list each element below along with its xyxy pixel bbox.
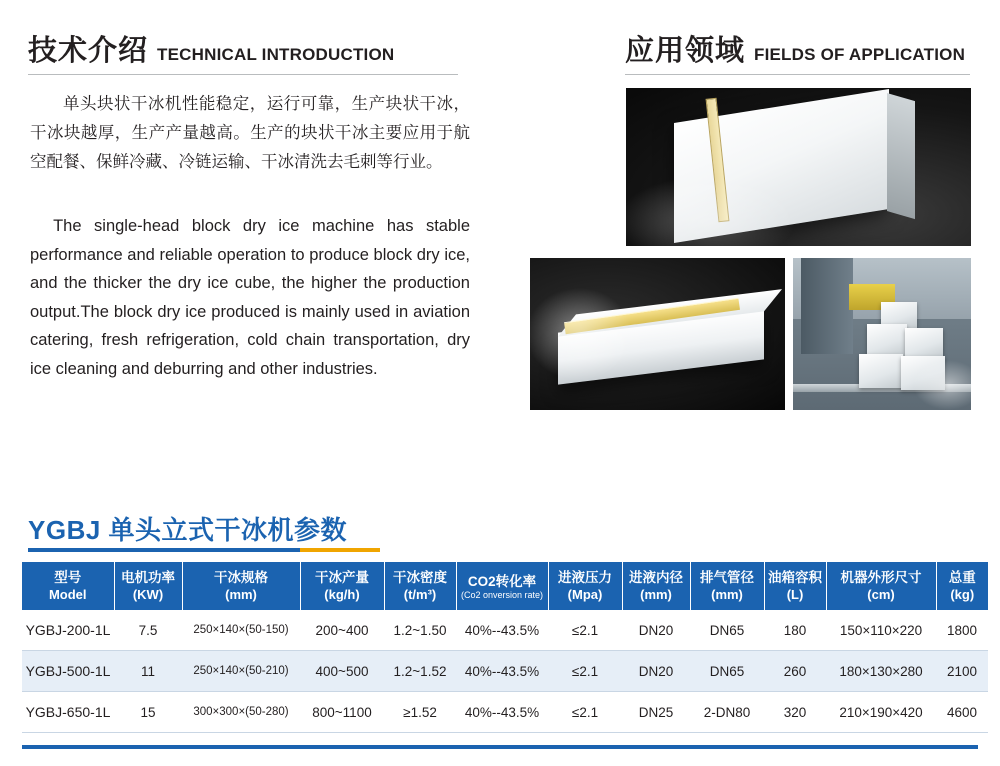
ice-cube	[905, 328, 943, 358]
technical-introduction-paragraph-en: The single-head block dry ice machine has stable performance and reliable operation to produce block dry ice, and the thicker the dry ice cube, the higher the production output.The block dry ice produced is mainly used in aviation catering, fresh refrigeration, cold chain transportation, dry ice cleaning and deburring and other industries.	[30, 217, 470, 378]
col-header-tiny: (Co2 onversion rate)	[460, 589, 544, 600]
col-header-en: (t/m³)	[403, 587, 437, 602]
vapor-mist	[913, 360, 971, 410]
cell-conversion: 40%--43.5%	[456, 651, 548, 692]
cell-pressure: ≤2.1	[548, 692, 622, 733]
col-header-en: (kg/h)	[324, 587, 360, 602]
cell-tank: 320	[764, 692, 826, 733]
photo-dry-ice-block-with-ruler	[626, 88, 971, 246]
col-header-inlet-pressure	[548, 562, 622, 610]
fields-of-application-heading-en: FIELDS OF APPLICATION	[754, 45, 966, 64]
cell-weight: 1800	[936, 610, 988, 651]
page-bottom-rule	[22, 745, 978, 749]
col-header-dry-ice-output	[300, 562, 384, 610]
col-header-en: (L)	[786, 587, 804, 602]
col-header-motor-power	[114, 562, 182, 610]
photo-factory-stacked-dry-ice-cubes	[793, 258, 971, 410]
ice-cube	[859, 354, 903, 388]
cell-tank: 260	[764, 651, 826, 692]
col-header-en: (Mpa)	[567, 587, 603, 602]
technical-introduction-heading-cn: 技术介绍	[28, 35, 149, 67]
cell-exhaust: DN65	[690, 651, 764, 692]
col-header-model	[22, 562, 114, 610]
cell-power: 15	[114, 692, 182, 733]
col-header-total-weight	[936, 562, 988, 610]
cell-power: 7.5	[114, 610, 182, 651]
technical-introduction-paragraph-cn: 单头块状干冰机性能稳定，运行可靠，生产块状干冰，干冰块越厚，生产产量越高。生产的块状干冰主要应用于航空配餐、保鲜冷藏、冷链运输、干冰清洗去毛刺等行业。	[30, 95, 470, 171]
cell-power: 11	[114, 651, 182, 692]
photo-dry-ice-slab-with-tape-measure	[530, 258, 785, 410]
col-header-dry-ice-density	[384, 562, 456, 610]
cell-size: 250×140×(50-150)	[182, 610, 300, 651]
cell-density: 1.2~1.52	[384, 651, 456, 692]
cell-output: 400~500	[300, 651, 384, 692]
col-header-cn: 干冰密度	[393, 570, 447, 585]
fields-of-application-heading	[625, 28, 965, 69]
technical-introduction-heading	[28, 28, 394, 69]
col-header-cn: 总重	[948, 570, 976, 585]
col-header-exhaust-pipe-diameter	[690, 562, 764, 610]
col-header-inlet-inner-diameter	[622, 562, 690, 610]
vapor-mist	[530, 286, 634, 382]
col-header-cn: CO2转化率	[467, 573, 537, 589]
col-header-oil-tank-volume	[764, 562, 826, 610]
col-header-en: (cm)	[867, 587, 895, 602]
cell-density: 1.2~1.50	[384, 610, 456, 651]
col-header-cn: 电机功率	[121, 570, 175, 585]
col-header-cn: 型号	[54, 570, 82, 585]
col-header-en: (kg)	[950, 587, 975, 602]
cell-output: 200~400	[300, 610, 384, 651]
spec-table-title: YGBJ 单头立式干冰机参数	[28, 515, 348, 545]
cell-dimensions: 180×130×280	[826, 651, 936, 692]
fields-of-application-heading-cn: 应用领域	[625, 35, 746, 67]
machine-body	[801, 258, 853, 354]
cell-dimensions: 150×110×220	[826, 610, 936, 651]
cell-exhaust: 2-DN80	[690, 692, 764, 733]
cell-tank: 180	[764, 610, 826, 651]
cell-conversion: 40%--43.5%	[456, 692, 548, 733]
col-header-machine-dimensions	[826, 562, 936, 610]
table-header-row	[22, 562, 988, 610]
cell-model: YGBJ-650-1L	[22, 692, 114, 733]
cell-model: YGBJ-200-1L	[22, 610, 114, 651]
cell-size: 300×300×(50-280)	[182, 692, 300, 733]
spec-title-underline-accent	[300, 548, 380, 552]
cell-inlet: DN20	[622, 610, 690, 651]
table-row	[22, 651, 988, 692]
col-header-en: Model	[48, 587, 87, 602]
table-row	[22, 692, 988, 733]
technical-introduction-heading-en: TECHNICAL INTRODUCTION	[157, 45, 395, 64]
col-header-cn: 进液压力	[558, 570, 612, 585]
cell-weight: 4600	[936, 692, 988, 733]
cell-model: YGBJ-500-1L	[22, 651, 114, 692]
col-header-cn: 进液内径	[629, 570, 683, 585]
technical-introduction-divider	[28, 74, 458, 75]
cell-inlet: DN25	[622, 692, 690, 733]
cell-size: 250×140×(50-210)	[182, 651, 300, 692]
fields-of-application-divider	[625, 74, 970, 75]
col-header-cn: 干冰产量	[315, 570, 369, 585]
col-header-cn: 机器外形尺寸	[840, 570, 922, 585]
cell-exhaust: DN65	[690, 610, 764, 651]
col-header-en: (mm)	[640, 587, 672, 602]
col-header-cn: 干冰规格	[214, 570, 268, 585]
cell-dimensions: 210×190×420	[826, 692, 936, 733]
col-header-dry-ice-specification	[182, 562, 300, 610]
table-row	[22, 610, 988, 651]
cell-output: 800~1100	[300, 692, 384, 733]
cell-pressure: ≤2.1	[548, 651, 622, 692]
vapor-mist	[626, 176, 796, 246]
ice-cube	[867, 324, 907, 356]
col-header-cn: 排气管径	[700, 570, 754, 585]
col-header-en: (mm)	[711, 587, 743, 602]
spec-table	[22, 562, 988, 733]
col-header-cn: 油箱容积	[768, 570, 822, 585]
cell-conversion: 40%--43.5%	[456, 610, 548, 651]
cell-inlet: DN20	[622, 651, 690, 692]
cell-density: ≥1.52	[384, 692, 456, 733]
col-header-co2-conversion-rate	[456, 562, 548, 610]
cell-pressure: ≤2.1	[548, 610, 622, 651]
cell-weight: 2100	[936, 651, 988, 692]
col-header-en: (KW)	[132, 587, 164, 602]
col-header-en: (mm)	[225, 587, 257, 602]
